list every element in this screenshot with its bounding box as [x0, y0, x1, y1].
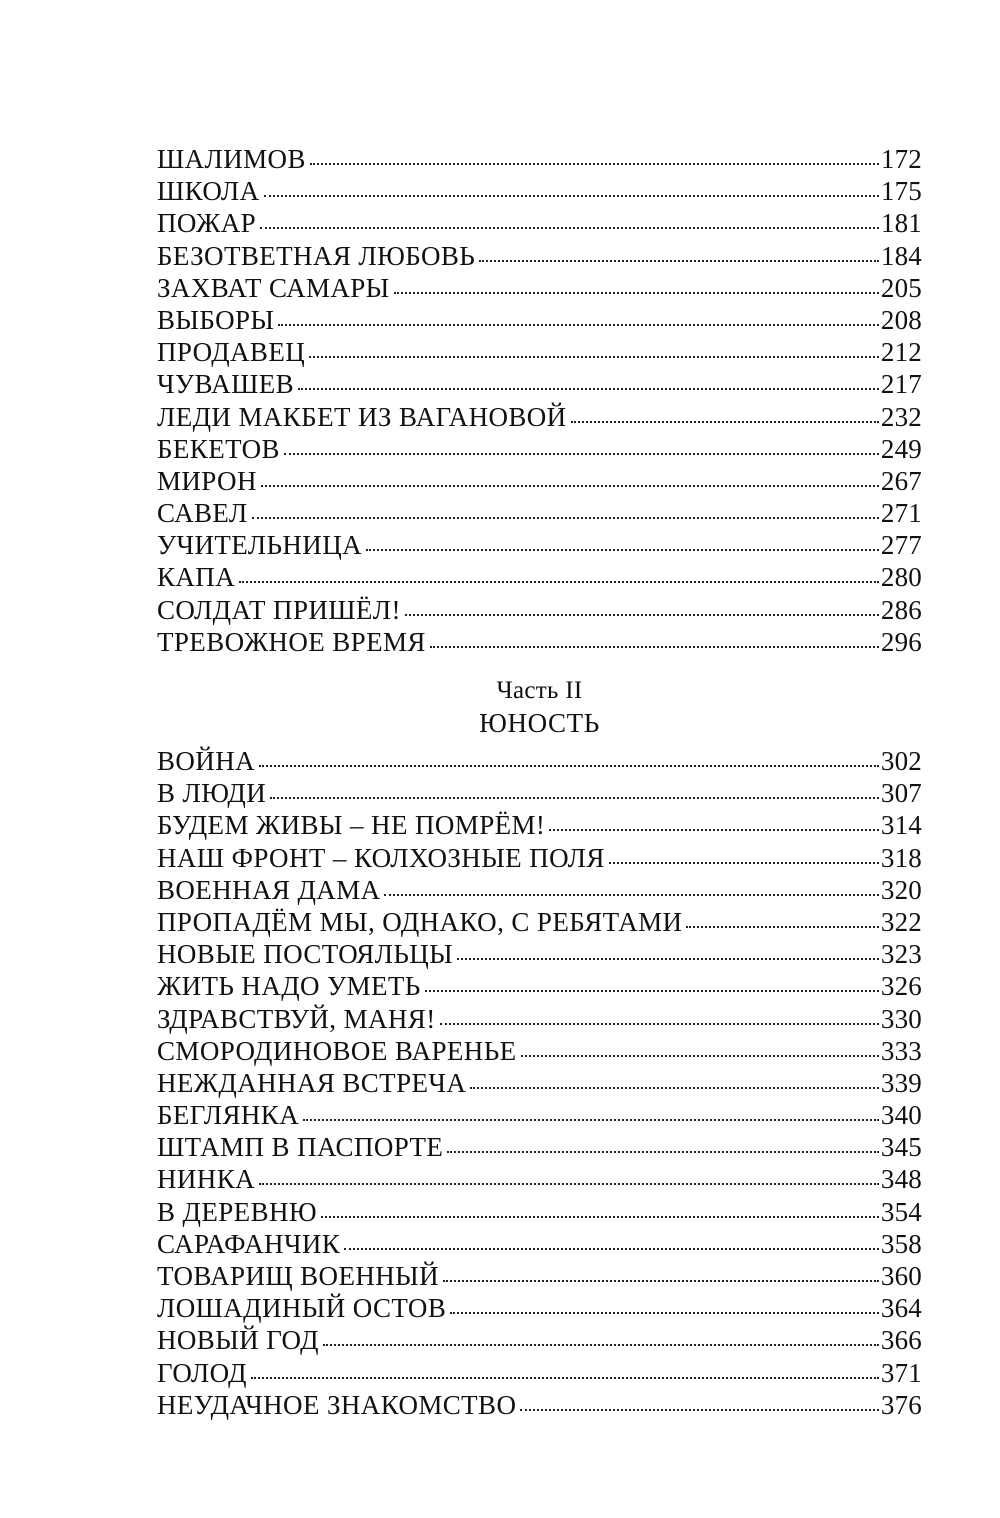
- toc-entry: [157, 1003, 922, 1035]
- dot-leader: [394, 291, 879, 294]
- toc-entry: [157, 1389, 922, 1421]
- toc-entry-page: 358: [880, 1228, 922, 1259]
- toc-entry-page: 184: [880, 240, 922, 271]
- toc-entry-page: 307: [880, 778, 922, 809]
- toc-entry-title: НИНКА: [157, 1164, 256, 1195]
- toc-entry: [157, 304, 922, 336]
- toc-entry: [157, 938, 922, 970]
- toc-entry: [157, 1324, 922, 1356]
- toc-entry-page: 330: [880, 1003, 922, 1034]
- toc-entry: [157, 143, 922, 175]
- toc-entry: [157, 336, 922, 368]
- toc-entry-page: 181: [880, 208, 922, 239]
- dot-leader: [571, 420, 879, 423]
- dot-leader: [520, 1408, 879, 1411]
- toc-entry-page: 360: [880, 1261, 922, 1291]
- toc-entry: [157, 240, 922, 272]
- toc-list-part1: [157, 143, 922, 658]
- toc-entry-page: 333: [880, 1035, 922, 1066]
- toc-entry: [157, 368, 922, 400]
- toc-entry-title: В ДЕРЕВНЮ: [157, 1196, 318, 1227]
- toc-entry: [157, 809, 922, 841]
- toc-entry-title: ЛЕДИ МАКБЕТ ИЗ ВАГАНОВОЙ: [157, 401, 567, 432]
- dot-leader: [261, 484, 879, 487]
- toc-entry-page: 366: [880, 1325, 922, 1356]
- dot-leader: [344, 1247, 879, 1250]
- toc-entry-title: СМОРОДИНОВОЕ ВАРЕНЬЕ: [157, 1035, 517, 1066]
- toc-entry-title: ШАЛИМОВ: [157, 144, 306, 174]
- toc-entry: [157, 1228, 922, 1260]
- toc-entry: [157, 906, 922, 938]
- dot-leader: [425, 989, 879, 992]
- dot-leader: [239, 580, 879, 583]
- toc-entry: [157, 874, 922, 906]
- toc-entry-title: ГОЛОД: [157, 1357, 247, 1388]
- dot-leader: [259, 764, 879, 767]
- toc-entry-title: ЧУВАШЕВ: [157, 369, 295, 400]
- toc-entry-title: УЧИТЕЛЬНИЦА: [157, 530, 363, 561]
- toc-entry-page: 205: [880, 272, 922, 303]
- toc-entry: [157, 970, 922, 1002]
- toc-entry-page: 296: [880, 626, 922, 657]
- toc-entry: [157, 594, 922, 626]
- toc-entry: [157, 1196, 922, 1228]
- toc-entry-title: ПРОПАДЁМ МЫ, ОДНАКО, С РЕБЯТАМИ: [157, 906, 683, 937]
- toc-entry-title: ТРЕВОЖНОЕ ВРЕМЯ: [157, 626, 426, 657]
- dot-leader: [686, 925, 878, 928]
- dot-leader: [479, 259, 879, 262]
- toc-entry-title: СОЛДАТ ПРИШЁЛ!: [157, 594, 401, 625]
- toc-entry: [157, 777, 922, 809]
- dot-leader: [309, 355, 879, 358]
- dot-leader: [264, 194, 879, 197]
- toc-entry: [157, 1292, 922, 1324]
- toc-entry-page: 172: [880, 144, 922, 174]
- toc-entry: [157, 1163, 922, 1195]
- dot-leader: [278, 323, 879, 326]
- part-label: Часть II: [496, 677, 583, 704]
- dot-leader: [405, 613, 879, 616]
- toc-entry-title: ЗДРАВСТВУЙ, МАНЯ!: [157, 1003, 436, 1034]
- toc-entry: [157, 497, 922, 529]
- dot-leader: [252, 516, 879, 519]
- toc-entry-title: ПОЖАР: [157, 208, 257, 239]
- toc-entry-page: 354: [880, 1196, 922, 1227]
- dot-leader: [298, 387, 879, 390]
- dot-leader: [259, 1182, 879, 1185]
- toc-entry-title: БЕКЕТОВ: [157, 433, 280, 464]
- toc-entry-page: 318: [880, 842, 922, 873]
- dot-leader: [447, 1150, 879, 1153]
- dot-leader: [251, 1376, 879, 1379]
- toc-entry-title: НОВЫЕ ПОСТОЯЛЬЦЫ: [157, 939, 454, 970]
- toc-entry-title: ШТАМП В ПАСПОРТЕ: [157, 1132, 444, 1163]
- toc-entry-page: 212: [880, 337, 922, 368]
- toc-entry-title: ВОЕННАЯ ДАМА: [157, 874, 381, 905]
- toc-entry-title: МИРОН: [157, 465, 257, 496]
- toc-entry-page: 217: [880, 369, 922, 400]
- toc-entry-title: БЕГЛЯНКА: [157, 1100, 300, 1131]
- part-heading: [157, 676, 922, 740]
- part-title: ЮНОСТЬ: [479, 708, 600, 738]
- toc-entry-page: 339: [880, 1067, 922, 1098]
- dot-leader: [609, 861, 879, 864]
- toc-entry-title: НЕУДАЧНОЕ ЗНАКОМСТВО: [157, 1389, 517, 1420]
- toc-entry-page: 320: [880, 874, 922, 905]
- dot-leader: [323, 1343, 879, 1346]
- dot-leader: [440, 1022, 879, 1025]
- toc-entry: [157, 1260, 922, 1292]
- toc-entry: [157, 529, 922, 561]
- dot-leader: [450, 1311, 879, 1314]
- toc-entry: [157, 745, 922, 777]
- toc-entry-page: 345: [880, 1132, 922, 1163]
- dot-leader: [384, 893, 878, 896]
- toc-entry-title: САВЕЛ: [157, 498, 248, 529]
- toc-entry: [157, 561, 922, 593]
- toc-entry-title: БЕЗОТВЕТНАЯ ЛЮБОВЬ: [157, 240, 476, 271]
- toc-entry: [157, 433, 922, 465]
- toc-entry-title: САРАФАНЧИК: [157, 1228, 341, 1259]
- toc-entry: [157, 1035, 922, 1067]
- toc-entry-page: 376: [880, 1389, 922, 1420]
- dot-leader: [284, 452, 879, 455]
- dot-leader: [457, 957, 879, 960]
- toc-entry-page: 271: [880, 498, 922, 529]
- toc-entry-title: ВОЙНА: [157, 746, 256, 776]
- toc-entry-page: 277: [880, 530, 922, 561]
- toc-entry: [157, 175, 922, 207]
- toc-entry-page: 302: [880, 746, 922, 776]
- toc-entry-page: 323: [880, 939, 922, 970]
- toc-entry-title: В ЛЮДИ: [157, 778, 267, 809]
- dot-leader: [321, 1215, 879, 1218]
- dot-leader: [260, 226, 879, 229]
- toc-entry: [157, 1067, 922, 1099]
- toc-entry-page: 371: [880, 1357, 922, 1388]
- dot-leader: [549, 828, 879, 831]
- toc-entry: [157, 1357, 922, 1389]
- toc-entry-title: ВЫБОРЫ: [157, 304, 275, 335]
- toc-entry: [157, 1099, 922, 1131]
- toc-entry-title: БУДЕМ ЖИВЫ – НЕ ПОМРЁМ!: [157, 810, 546, 841]
- toc-entry-title: НАШ ФРОНТ – КОЛХОЗНЫЕ ПОЛЯ: [157, 842, 605, 873]
- toc-entry-title: НОВЫЙ ГОД: [157, 1325, 319, 1356]
- toc-entry-page: 364: [880, 1293, 922, 1324]
- toc-entry-page: 175: [880, 176, 922, 207]
- toc-entry: [157, 626, 922, 658]
- toc-list-part2: [157, 745, 922, 1421]
- dot-leader: [430, 645, 879, 648]
- toc-entry-page: 232: [880, 401, 922, 432]
- toc-entry: [157, 272, 922, 304]
- dot-leader: [443, 1279, 879, 1282]
- toc-entry-page: 280: [880, 562, 922, 593]
- toc-entry-title: ЖИТЬ НАДО УМЕТЬ: [157, 971, 421, 1002]
- toc-entry-page: 249: [880, 433, 922, 464]
- toc-entry-page: 348: [880, 1164, 922, 1195]
- dot-leader: [521, 1054, 879, 1057]
- toc-entry-title: ШКОЛА: [157, 176, 260, 207]
- toc-entry-title: ЛОШАДИНЫЙ ОСТОВ: [157, 1293, 447, 1324]
- toc-entry: [157, 842, 922, 874]
- toc-entry-page: 286: [880, 594, 922, 625]
- toc-entry-title: НЕЖДАННАЯ ВСТРЕЧА: [157, 1067, 467, 1098]
- toc-entry-page: 322: [880, 906, 922, 937]
- toc-entry-title: ТОВАРИЩ ВОЕННЫЙ: [157, 1261, 439, 1291]
- toc-entry: [157, 1131, 922, 1163]
- toc-entry-page: 326: [880, 971, 922, 1002]
- dot-leader: [366, 548, 879, 551]
- toc-entry-title: ЗАХВАТ САМАРЫ: [157, 272, 390, 303]
- toc-entry-page: 208: [880, 304, 922, 335]
- toc-entry-page: 314: [880, 810, 922, 841]
- toc-entry-title: КАПА: [157, 562, 236, 593]
- toc-entry: [157, 465, 922, 497]
- dot-leader: [470, 1086, 879, 1089]
- toc-entry-title: ПРОДАВЕЦ: [157, 337, 306, 368]
- dot-leader: [303, 1118, 879, 1121]
- toc-entry: [157, 401, 922, 433]
- toc-entry-page: 340: [880, 1100, 922, 1131]
- toc-entry-page: 267: [880, 465, 922, 496]
- dot-leader: [270, 796, 879, 799]
- toc-entry: [157, 207, 922, 239]
- dot-leader: [310, 162, 879, 165]
